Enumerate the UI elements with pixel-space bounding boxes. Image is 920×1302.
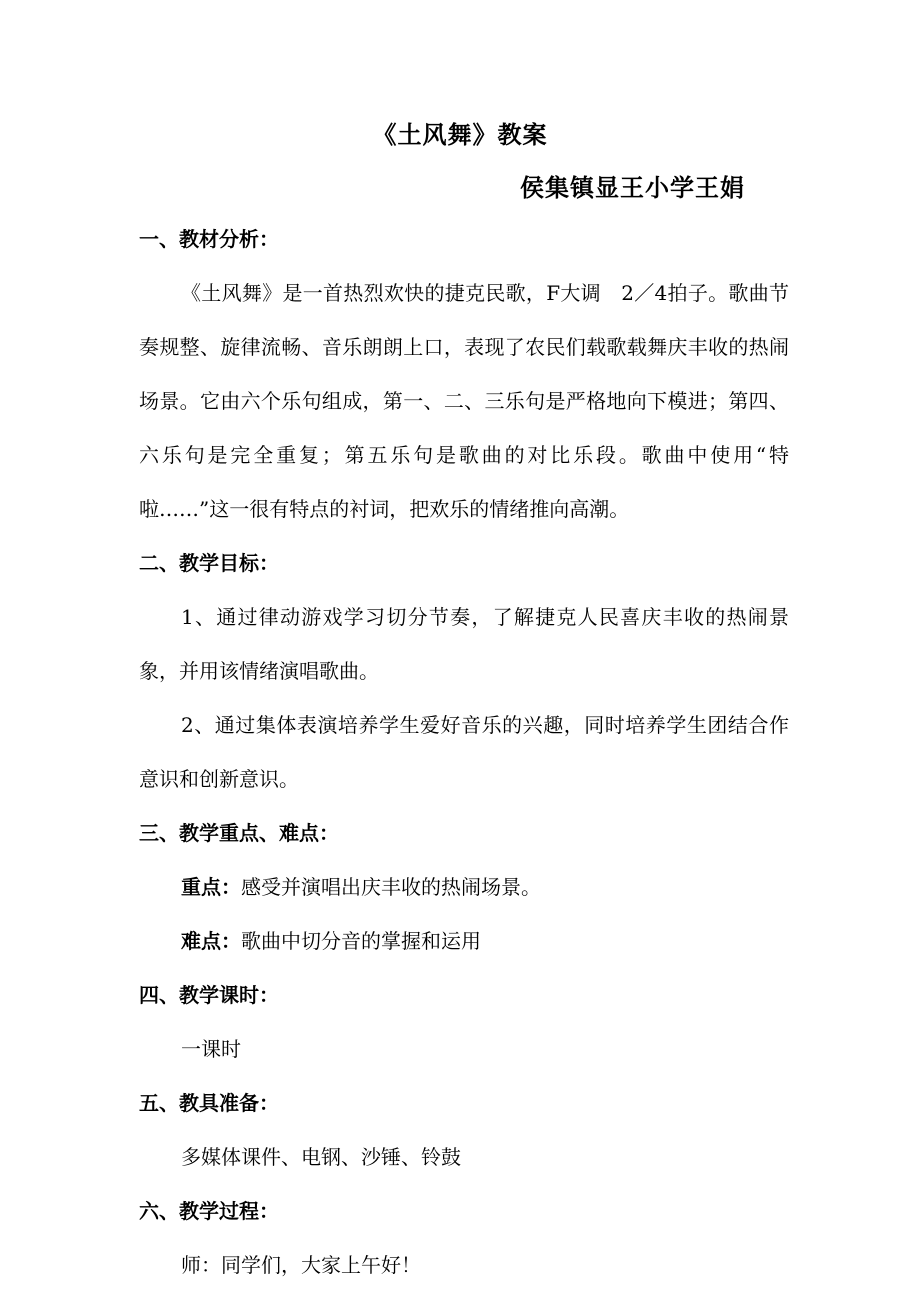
section-heading-analysis: 一、教材分析： [139,227,279,251]
document-title: 《土风舞》教案 [372,120,548,149]
section-heading-hours: 四、教学课时： [139,983,279,1007]
materials-text: 多媒体课件、电钢、沙锤、铃鼓 [181,1145,461,1169]
objective-item-1: 1、通过律动游戏学习切分节奏，了解捷克人民喜庆丰收的热闹景象，并用该情绪演唱歌曲。 [139,605,789,683]
section-heading-key-points: 三、教学重点、难点： [139,821,339,845]
hours-text: 一课时 [181,1037,241,1061]
document-body [139,212,789,1292]
key-point-text: 感受并演唱出庆丰收的热闹场景。 [241,875,541,899]
key-point-label: 重点： [181,875,241,899]
process-text: 师：同学们，大家上午好！ [181,1253,421,1277]
section-heading-objectives: 二、教学目标： [139,551,279,575]
difficulty-line [139,914,789,968]
difficulty-label: 难点： [181,929,241,953]
key-point-line [139,860,789,914]
difficulty-text: 歌曲中切分音的掌握和运用 [241,929,481,953]
objective-item-2: 2、通过集体表演培养学生爱好音乐的兴趣，同时培养学生团结合作意识和创新意识。 [139,713,789,791]
analysis-paragraph: 《土风舞》是一首热烈欢快的捷克民歌，F大调 2／4拍子。歌曲节奏规整、旋律流畅、音乐朗朗上口，表现了农民们载歌载舞庆丰收的热闹场景。它由六个乐句组成，第一、二、三乐句是严格地向下模进；第四、六乐句是完全重复；第五乐句是歌曲的对比乐段。歌曲中使用“特啦……”这一很有特点的衬词，把欢乐的情绪推向高潮。 [139,281,789,521]
document-author: 侯集镇显王小学王娟 [520,173,745,202]
section-heading-process: 六、教学过程： [139,1199,279,1223]
section-heading-materials: 五、教具准备： [139,1091,279,1115]
